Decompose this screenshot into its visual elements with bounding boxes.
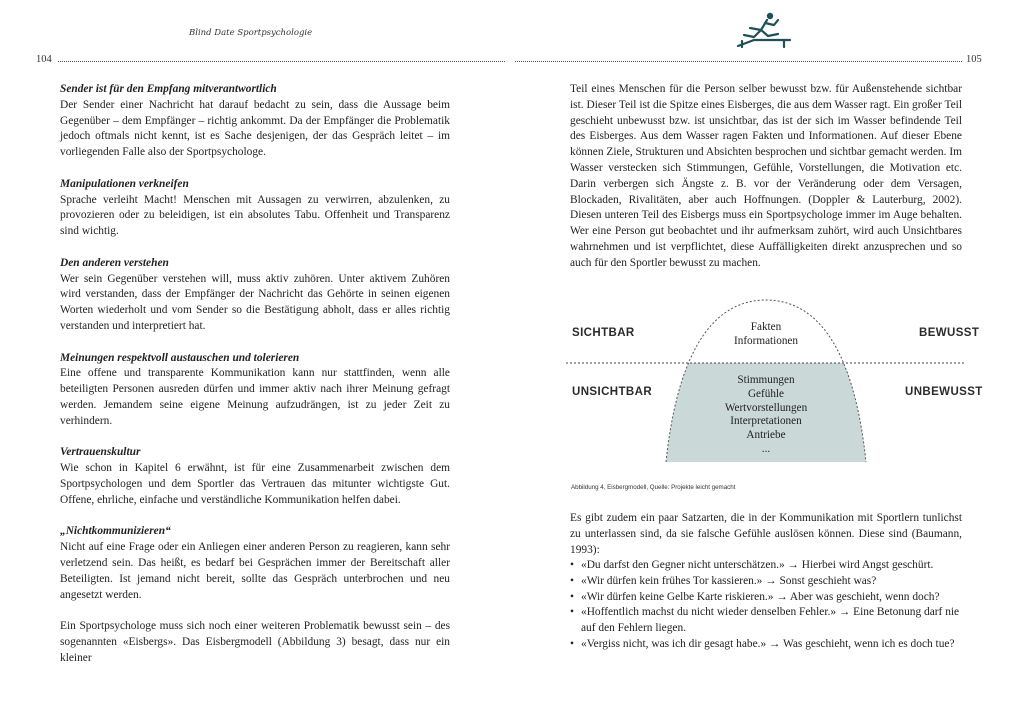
list-item: • «Hoffentlich machst du nicht wieder denselben Fehler.» → Eine Betonung darf nie auf den Fehlern liegen. [570,605,965,637]
section-body: Eine offene und transparente Kommunikation kann nur stattfinden, wenn alle beteiligten Personen ausreden dürfen und immer aktiv nach ihrer Meinung gefragt werden. Jemandem seine eigene Meinung aufzudrängen, ist zu jeder Zeit zu verhindern. [60,367,450,427]
running-title: Blind Date Sportpsychologie [189,28,313,38]
header-rule-right [515,61,962,62]
header-rule-left [58,61,505,62]
section-sender [60,82,450,161]
list-item: • «Du darfst den Gegner nicht unterschätzen.» → Hierbei wird Angst geschürt. [570,558,965,574]
page-number-left: 104 [36,54,52,65]
iceberg-item: Fakten [750,321,782,333]
iceberg-item: Wertvorstellungen [724,401,808,414]
list-item: • «Wir dürfen kein frühes Tor kassieren.» → Sonst geschieht was? [570,574,965,590]
iceberg-item: Interpretationen [730,415,802,428]
iceberg-item: Gefühle [747,387,785,400]
iceberg-item: Informationen [734,334,798,347]
label-bewusst: BEWUSST [919,327,980,339]
section-vertrauenskultur [60,445,450,508]
section-heading: Den anderen verstehen [60,256,169,269]
section-heading: Vertrauenskultur [60,446,141,459]
closing-paragraph: Ein Sportpsychologe muss sich noch einer weiteren Problematik bewusst sein – des sogenannten «Eisbergs». Das Eisbergmodell (Abbildung 3) besagt, dass nur ein kleiner [60,620,450,664]
section-heading: Manipulationen verkneifen [60,177,189,190]
iceberg-above-text [706,321,826,349]
label-unbewusst: UNBEWUSST [905,386,983,398]
section-body: Wie schon in Kapitel 6 erwähnt, ist für eine Zusammenarbeit zwischen dem Sportpsychologen und dem Sportler das Vertrauen das mitunter wichtigste Gut. Offene, ehrliche, einfache und verständliche Kommunikation helfen dabei. [60,462,450,506]
bullet-list [570,558,965,653]
after-diagram-text: Es gibt zudem ein paar Satzarten, die in der Kommunikation mit Sportlern tunlichst zu unterlassen sind, da sie falsche Gefühle auslösen können. Diese sind (Baumann, 1993): [570,512,962,556]
iceberg-item: Antriebe [746,429,786,442]
hurdler-logo-icon [734,10,794,50]
section-heading: Meinungen respektvoll austauschen und tolerieren [60,351,300,364]
section-manipulationen [60,177,450,240]
section-body: Wer sein Gegenüber verstehen will, muss aktiv zuhören. Unter aktivem Zuhören wird verstanden, dass der Empfänger der Nachricht das Gehörte in seinen eigenen Worten wiederholt und vom Sender so die Bestätigung abholt, dass er alles richtig verstanden und interpretiert hat. [60,272,450,332]
right-column [570,82,962,272]
section-heading: Sender ist für den Empfang mitverantwortlich [60,83,277,95]
left-column [60,82,450,666]
after-diagram-paragraph [570,511,962,558]
intro-paragraph: Teil eines Menschen für die Person selber bewusst bzw. für Außenstehende sichtbar ist. Dieser Teil ist die Spitze eines Eisberges, die aus dem Wasser ragt. Ein großer Teil geschieht unbewusst bzw. ist unsichtbar, das ist der sich im Wasser befindende Teil des Eisberges. Aus dem Wasser ragen Fakten und Informationen. Auf dieser Ebene können Ziele, Strukturen und Absichten besprochen und sichtbar gemacht werden. Im Wasser verstecken sich Stimmungen, Gefühle, Vorstellungen, die Motivation etc. Darin verbergen sich Ängste z. B. vor der Veränderung oder dem Versagen, Blockaden, Rivalitäten, aber auch Hoffnungen. (Doppler & Lauterburg, 2002). Diesen unteren Teil des Eisbergs muss ein Sportpsychologe immer im Auge behalten. Wer eine Person gut beobachtet und ihr aufmerksam zuhört, wird auch Unsichtbares wahrnehmen und ist verpflichtet, diese Auffälligkeiten direkt anzusprechen und so auch für den Sportler bewusst zu machen. [570,83,962,269]
label-sichtbar: SICHTBAR [572,327,635,339]
iceberg-below-text [696,374,836,457]
section-body: Nicht auf eine Frage oder ein Anliegen einer anderen Person zu reagieren, kann sehr verletzend sein. Das heißt, es bedarf bei Gesprächen immer der Bereitschaft aller Beteiligten. Ist jemand nicht bereit, sollte das Gespräch unterbrochen und neu angesetzt werden. [60,541,450,601]
section-body: Der Sender einer Nachricht hat darauf bedacht zu sein, dass die Aussage beim Gegenüber – dem Empfänger – richtig ankommt. Da der Empfänger die Problematik jedoch oftmals nicht kennt, ist es Sache desjenigen, der das Gespräch leitet – im vorliegenden Falle also der Sportpsychologe. [60,98,450,159]
figure-caption: Abbildung 4, Eisbergmodell, Quelle: Projekte leicht gemacht [571,484,736,491]
section-body: Sprache verleiht Macht! Menschen mit Aussagen zu verwirren, abzulenken, zu provozieren oder zu beleidigen, ist ein absolutes Tabu. Offenheit und Transparenz sind wichtig. [60,193,450,238]
section-meinungen [60,351,450,430]
section-heading: „Nichtkommunizieren“ [60,525,171,538]
section-nichtkommunizieren [60,524,450,603]
label-unsichtbar: UNSICHTBAR [572,386,653,398]
list-item: • «Vergiss nicht, was ich dir gesagt habe.» → Was geschieht, wenn ich es doch tue? [570,637,965,653]
iceberg-item: Stimmungen [737,374,795,386]
list-item: • «Wir dürfen keine Gelbe Karte riskieren.» → Aber was geschieht, wenn doch? [570,590,965,606]
iceberg-item: ... [761,442,771,455]
section-verstehen [60,256,450,335]
page-number-right: 105 [966,54,982,65]
